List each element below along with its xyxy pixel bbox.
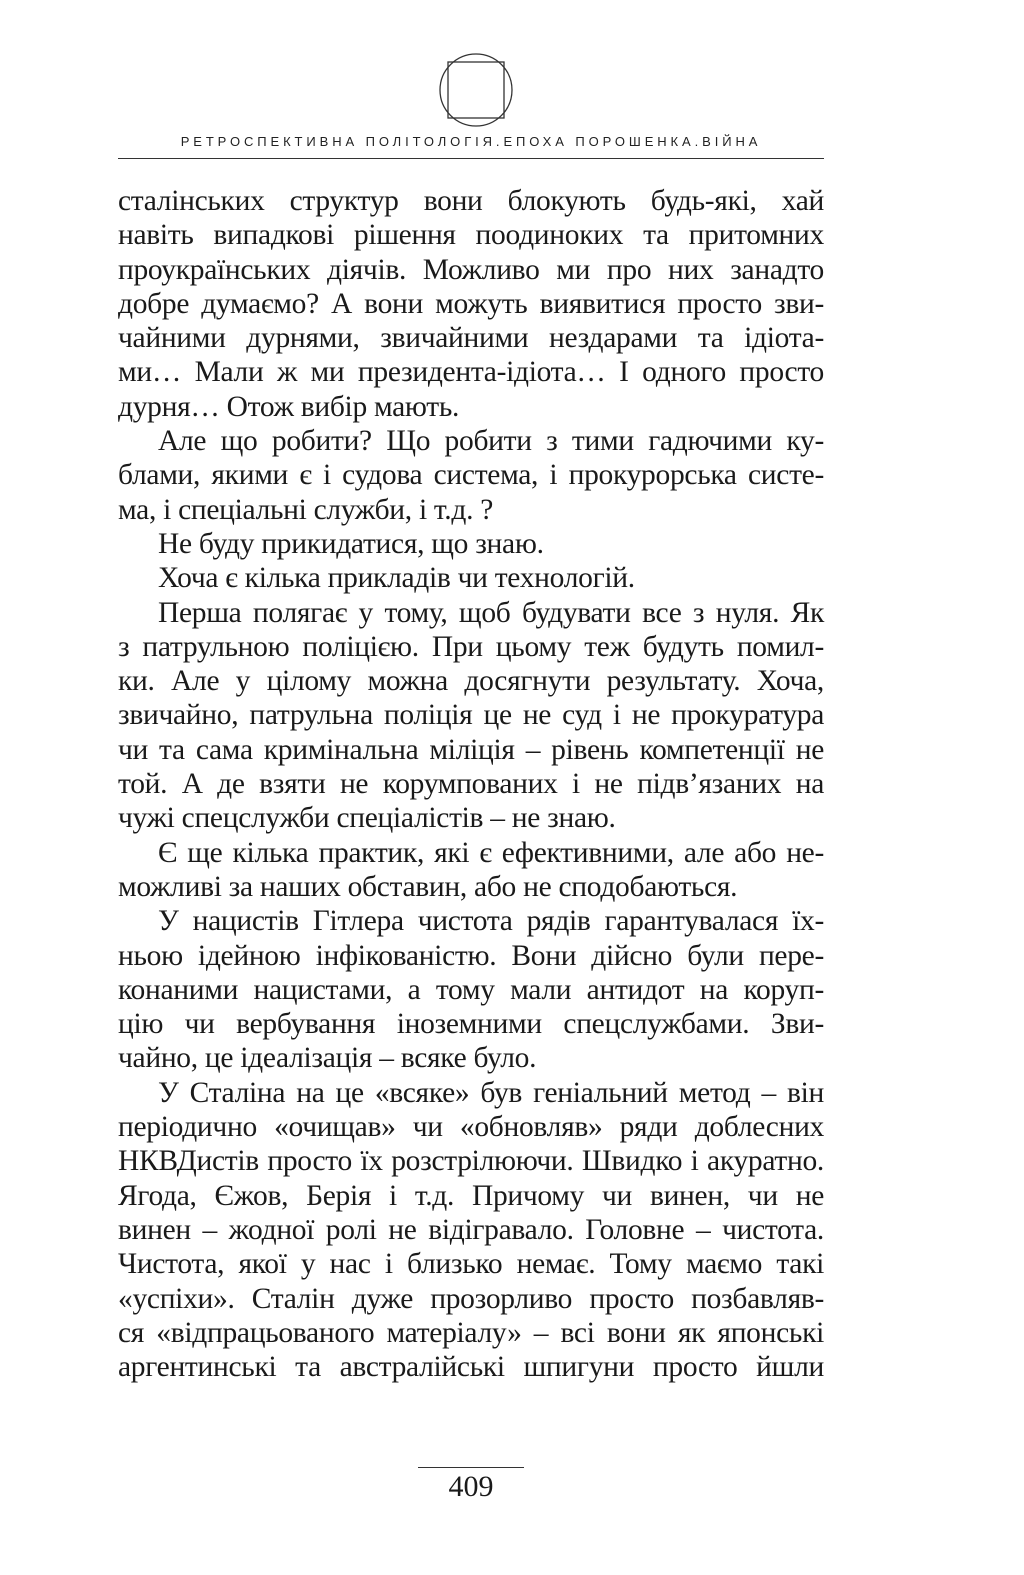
text-line: Але що робити? Що робити з тими гадючими ку- <box>158 425 824 458</box>
text-line: можливі за наших обставин, або не сподобаються. <box>118 870 738 903</box>
text-line: У Сталіна на це «всяке» був геніальний метод – він <box>158 1076 824 1109</box>
text-line: ми… Мали ж ми президента-ідіота… І одного просто <box>118 356 824 389</box>
text-line: конаними нацистами, а тому мали антидот на коруп- <box>118 973 824 1006</box>
text-line: навіть випадкові рішення поодиноких та притомних <box>118 219 824 252</box>
text-line: У нацистів Гітлера чистота рядів гарантувалася їх- <box>158 905 824 938</box>
text-line: чайними дурнями, звичайними нездарами та ідіота- <box>118 322 824 355</box>
text-line: аргентинські та австралійські шпигуни просто йшли <box>118 1351 824 1384</box>
text-line: сталінських структур вони блокують будь-які, хай <box>118 185 824 217</box>
text-line: Хоча є кілька прикладів чи технологій. <box>158 562 635 595</box>
text-line: той. А де взяти не корумпованих і не підв’язаних на <box>118 768 824 801</box>
text-line: ся «відпрацьованого матеріалу» – всі вони як японські <box>118 1316 824 1349</box>
text-line: цію чи вербування іноземними спецслужбами. Зви- <box>118 1008 824 1041</box>
text-line: добре думаємо? А вони можуть виявитися просто зви- <box>118 287 824 320</box>
text-line: Чистота, якої у нас і близько немає. Тому маємо такі <box>118 1248 824 1281</box>
text-line: ньою ідейною інфікованістю. Вони дійсно були пере- <box>118 939 824 972</box>
text-line: проукраїнських діячів. Можливо ми про них занадто <box>118 253 824 286</box>
text-line: винен – жодної ролі не відігравало. Головне – чистота. <box>118 1213 824 1246</box>
text-line: Не буду прикидатися, що знаю. <box>158 527 544 560</box>
text-line: «успіхи». Сталін дуже прозорливо просто позбавляв- <box>118 1282 824 1315</box>
text-line: періодично «очищав» чи «обновляв» ряди доблесних <box>118 1111 824 1144</box>
text-line: чужі спецслужби спеціалістів – не знаю. <box>118 802 616 835</box>
running-header-title: РЕТРОСПЕКТИВНА ПОЛІТОЛОГІЯ.ЕПОХА ПОРОШЕНКА.ВІЙНА <box>180 134 762 149</box>
body-text <box>118 184 824 1384</box>
text-line: Є ще кілька практик, які є ефективними, але або не- <box>158 836 824 869</box>
text-line: блами, якими є і судова система, і прокурорська систе- <box>118 459 824 492</box>
text-line: дурня… Отож вибір мають. <box>118 390 460 423</box>
text-line: ки. Але у цілому можна досягнути результату. Хоча, <box>118 665 824 698</box>
text-line: Ягода, Єжов, Берія і т.д. Причому чи винен, чи не <box>118 1179 824 1212</box>
text-line: звичайно, патрульна поліція це не суд і не прокуратура <box>118 699 824 732</box>
text-line: чи та сама кримінальна міліція – рівень компетенції не <box>118 733 824 766</box>
header-rule <box>118 158 824 159</box>
page-number: 409 <box>418 1467 524 1504</box>
text-line: з патрульною поліцією. При цьому теж будуть помил- <box>118 630 824 663</box>
circle-square-emblem-icon <box>438 52 514 128</box>
text-line: НКВДистів просто їх розстрілюючи. Швидко і акуратно. <box>118 1145 824 1178</box>
text-line: ма, і спеціальні служби, і т.д. ? <box>118 493 494 526</box>
text-line: Перша полягає у тому, щоб будувати все з нуля. Як <box>158 596 824 629</box>
text-line: чайно, це ідеалізація – всяке було. <box>118 1042 537 1075</box>
